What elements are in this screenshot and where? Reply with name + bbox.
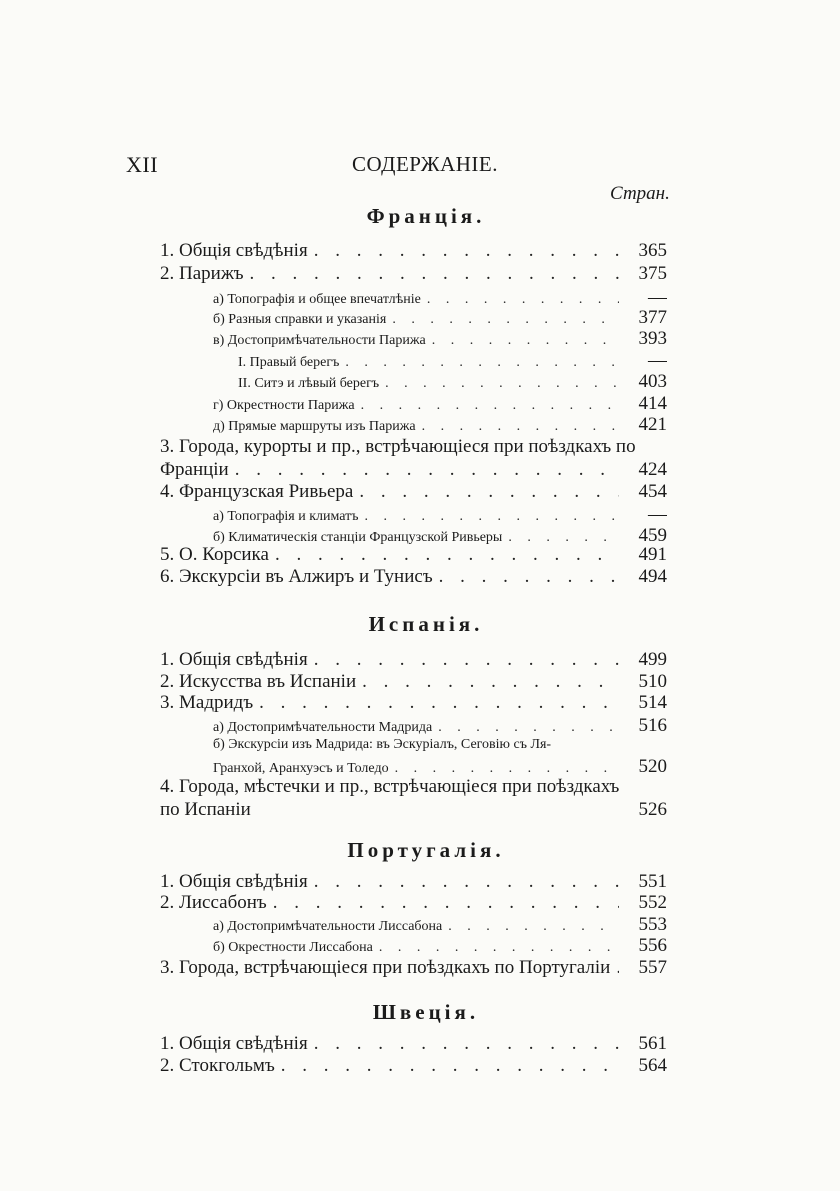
toc-row: а) Топографія и общее впечатлѣніе . . . — — [213, 287, 667, 307]
toc-row: Гранхой, Аранхуэсъ и Толедо . . . 520 — [213, 756, 667, 776]
section-title-sweden: Швеція. — [372, 1000, 480, 1024]
toc-row: г) Окрестности Парижа . . . 414 — [213, 393, 667, 413]
toc-row: 1. Общія свѣдѣнія . . . 561 — [160, 1033, 667, 1057]
toc-row: 6. Экскурсіи въ Алжиръ и Тунисъ . . . 494 — [160, 566, 667, 590]
toc-row: 3. Города, встрѣчающіеся при поѣздкахъ по Португаліи . . . 557 — [160, 957, 667, 981]
toc-row: 4. Французская Ривьера . . . 454 — [160, 481, 667, 505]
toc-row: 2. Парижъ . . . 375 — [160, 263, 667, 287]
toc-row: по Испаніи 526 — [160, 799, 667, 820]
toc-row: 2. Искусства въ Испаніи . . . 510 — [160, 671, 667, 695]
toc-row-line1: 3. Города, курорты и пр., встрѣчающіеся при поѣздкахъ по — [160, 436, 636, 457]
toc-row: 1. Общія свѣдѣнія . . . 499 — [160, 649, 667, 673]
pages-column-label: Стран. — [610, 183, 670, 204]
running-head: СОДЕРЖАНІЕ. — [352, 152, 498, 176]
toc-row: 5. О. Корсика . . . 491 — [160, 544, 667, 568]
page-number: XII — [126, 152, 159, 177]
toc-row: б) Разныя справки и указанія . . . 377 — [213, 307, 667, 327]
toc-row: д) Прямые маршруты изъ Парижа . . . 421 — [213, 414, 667, 434]
toc-row: а) Топографія и климатъ . . . — — [213, 504, 667, 524]
toc-row-line1: 4. Города, мѣстечки и пр., встрѣчающіеся при поѣздкахъ — [160, 776, 620, 797]
toc-row: 1. Общія свѣдѣнія . . . 551 — [160, 871, 667, 895]
toc-row: I. Правый берегъ . . . — — [238, 350, 667, 370]
toc-row: а) Достопримѣчательности Лиссабона . . . 553 — [213, 914, 667, 934]
section-title-france: Франція. — [366, 204, 486, 228]
toc-row: б) Климатическія станціи Французской Ривьеры . . . 459 — [213, 525, 667, 545]
toc-row: 2. Лиссабонъ . . . 552 — [160, 892, 667, 916]
toc-row-line1: б) Экскурсіи изъ Мадрида: въ Эскуріалъ, Сеговію съ Ля- — [213, 737, 552, 752]
toc-row: а) Достопримѣчательности Мадрида . . . 516 — [213, 715, 667, 735]
toc-row: 2. Стокгольмъ . . . 564 — [160, 1055, 667, 1079]
section-title-spain: Испанія. — [368, 612, 484, 636]
toc-row: б) Окрестности Лиссабона . . . 556 — [213, 935, 667, 955]
section-title-portugal: Португалія. — [347, 838, 505, 862]
toc-row: в) Достопримѣчательности Парижа . . . 393 — [213, 328, 667, 348]
toc-row: 1. Общія свѣдѣнія . . . 365 — [160, 240, 667, 264]
toc-row: II. Ситэ и лѣвый берегъ . . . 403 — [238, 371, 667, 391]
toc-row: 3. Мадридъ . . . 514 — [160, 692, 667, 716]
toc-row: Франціи . . . 424 — [160, 459, 667, 483]
